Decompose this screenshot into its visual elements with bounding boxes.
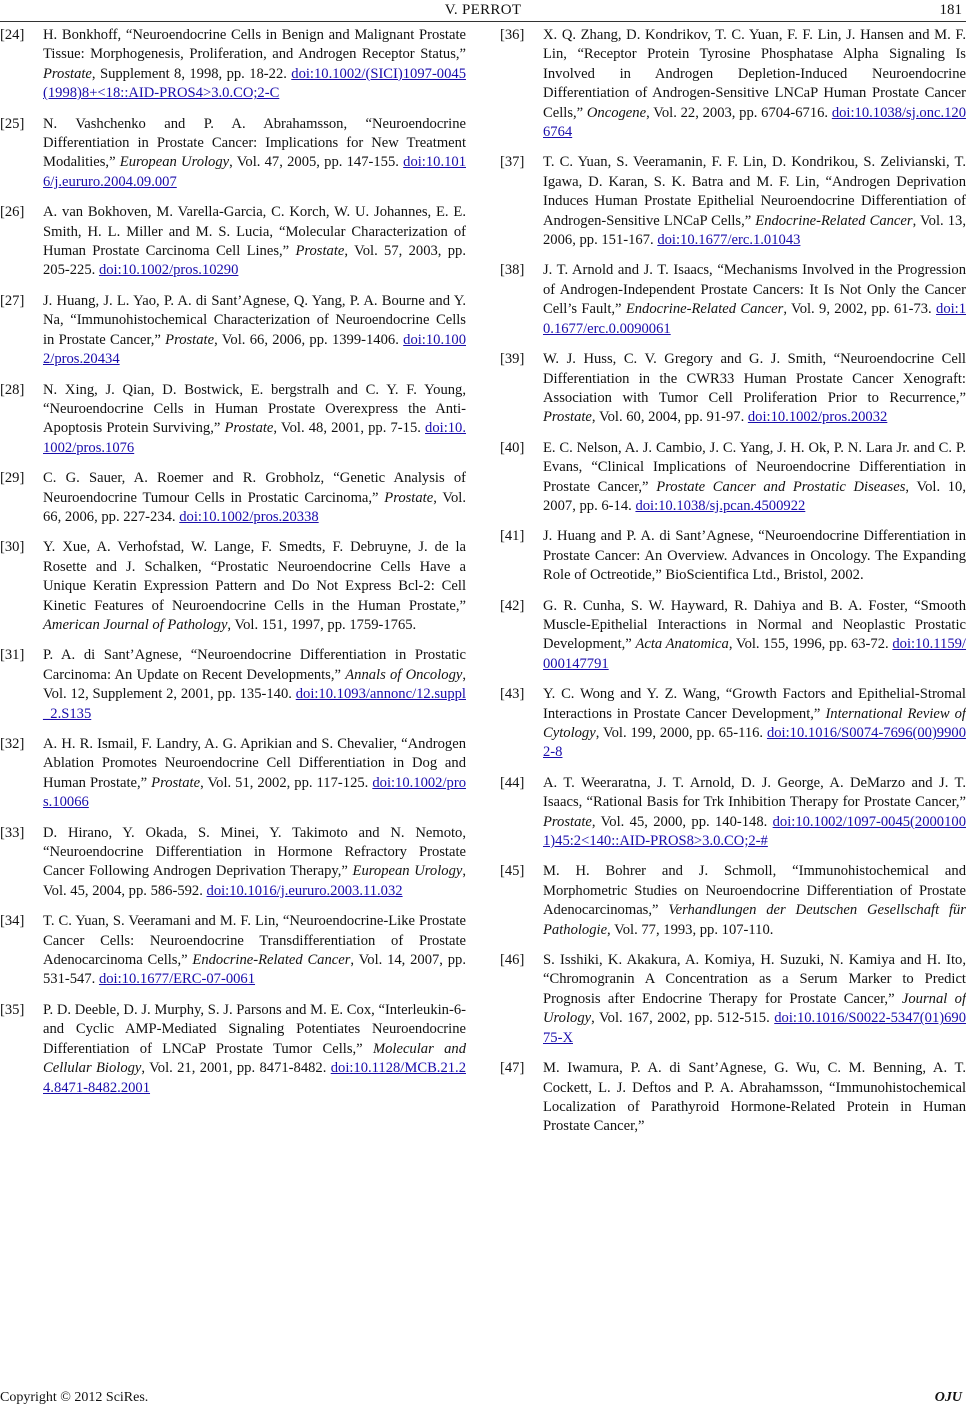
doi-link[interactable]: doi:10.1016/j.eururo.2004.09.007 — [43, 154, 466, 190]
citation-text: J. Huang, J. L. Yao, P. A. di Sant’Agnese, Q. Yang, P. A. Bourne and Y. Na, “Immunohistochemical Characterization of Neuroendocrine Cells in Prostate Cancer,” — [43, 292, 466, 348]
reference-text — [543, 951, 966, 1048]
citation-text: A. van Bokhoven, M. Varella-Garcia, C. Korch, W. U. Johannes, E. E. Smith, H. L. Miller and M. S. Lucia, “Molecular Characterization of Human Prostate Carcinoma Cell Lines,” — [43, 204, 466, 260]
reference-number: [42] — [500, 597, 525, 614]
reference-entry — [0, 469, 466, 527]
journal-title: Journal of Urology — [543, 990, 966, 1027]
reference-entry — [500, 685, 966, 763]
reference-number: [44] — [500, 774, 525, 791]
doi-link[interactable]: doi:10.1159/000147791 — [543, 636, 966, 672]
citation-text: D. Hirano, Y. Okada, S. Minei, Y. Takimoto and N. Nemoto, “Neuroendocrine Differentiation in Hormone Refractory Prostate Cancer Following Androgen Deprivation Therapy,” — [43, 824, 466, 880]
reference-number: [31] — [0, 647, 25, 664]
reference-text — [543, 685, 966, 763]
reference-text — [43, 538, 466, 635]
reference-number: [38] — [500, 262, 525, 279]
journal-title: Annals of Oncology — [345, 666, 463, 683]
reference-text — [43, 1001, 466, 1098]
journal-title: Acta Anatomica — [635, 636, 729, 653]
citation-text: , Vol. 57, 2003, pp. 205-225. — [43, 243, 466, 279]
citation-text: Y. Xue, A. Verhofstad, W. Lange, F. Smedts, F. Debruyne, J. de la Rosette and J. Schalken, “Prostatic Neuroendocrine Cells Have a Unique Keratin Expression Pattern and Do Not Express Bcl-2: Cell Kinetic Features of Neuroendocrine Cells in the Human Prostate,” — [43, 539, 466, 614]
citation-text: C. G. Sauer, A. Roemer and R. Grobholz, “Genetic Analysis of Neuroendocrine Tumour Cells in Prostatic Carcinoma,” — [43, 470, 466, 506]
journal-title: American Journal of Pathology — [43, 616, 228, 633]
page-number: 181 — [939, 2, 962, 18]
citation-text: W. J. Huss, C. V. Gregory and G. J. Smith, “Neuroendocrine Cell Differentiation in the CWR33 Human Prostate Cancer Xenograft: Association with Tumor Cell Proliferation Prior to Recurrence,” — [543, 351, 966, 406]
reference-entry — [0, 824, 466, 902]
reference-number: [28] — [0, 381, 25, 398]
reference-number: [24] — [0, 27, 25, 43]
reference-number: [40] — [500, 439, 525, 456]
journal-title: Prostate Cancer and Prostatic Diseases — [656, 478, 906, 495]
reference-text — [543, 153, 966, 250]
doi-link[interactable]: doi:10.1002/pros.10066 — [43, 774, 466, 811]
journal-title: Molecular and Cellular Biology — [43, 1040, 466, 1077]
page-header — [0, 0, 966, 22]
citation-text: J. T. Arnold and J. T. Isaacs, “Mechanisms Involved in the Progression of Androgen-Independent Prostate Cancers: It Is Not Only the Cancer Cell’s Fault,” — [543, 262, 966, 318]
doi-link[interactable]: doi:10.1016/S0074-7696(00)99002-8 — [543, 725, 966, 761]
citation-text: , Vol. 13, 2006, pp. 151-167. — [543, 212, 966, 249]
doi-link[interactable]: doi:10.1038/sj.pcan.4500922 — [635, 497, 806, 514]
reference-text — [543, 26, 966, 142]
doi-link[interactable]: doi:10.1002/pros.20032 — [747, 409, 888, 426]
citation-text: , Vol. 66, 2006, pp. 227-234. — [43, 489, 466, 525]
citation-text: , Vol. 10, 2007, pp. 6-14. — [543, 478, 966, 514]
reference-number: [41] — [500, 528, 525, 545]
citation-text: , Vol. 12, Supplement 2, 2001, pp. 135-140. — [43, 666, 466, 703]
journal-title: Prostate — [165, 331, 215, 348]
citation-text: , Vol. 77, 1993, pp. 107-110. — [607, 921, 774, 938]
reference-entry — [0, 115, 466, 193]
citation-text: N. Vashchenko and P. A. Abrahamsson, “Neuroendocrine Differentiation in Prostate Cancer: Implications for New Treatment Modalities,” — [43, 115, 466, 171]
reference-entry — [500, 774, 966, 852]
reference-text — [43, 912, 466, 990]
reference-column-left — [0, 26, 466, 1109]
reference-entry — [500, 1059, 966, 1137]
reference-text — [543, 527, 966, 585]
citation-text: G. R. Cunha, S. W. Hayward, R. Dahiya and B. A. Foster, “Smooth Muscle-Epithelial Interactions in Normal and Neoplastic Prostatic Development,” — [543, 597, 966, 653]
citation-text: M. H. Bohrer and J. Schmoll, “Immunohistochemical and Morphometric Studies on Neuroendocrine Differentiation of Prostate Adenocarcinomas,” — [543, 863, 966, 919]
citation-text: , Vol. 60, 2004, pp. 91-97. — [591, 409, 748, 426]
reference-entry — [500, 862, 966, 940]
citation-text: A. T. Weeraratna, J. T. Arnold, D. J. George, A. DeMarzo and J. T. Isaacs, “Rational Basis for Trk Inhibition Therapy for Prostate Cancer,” — [543, 774, 966, 811]
citation-text: , Vol. 199, 2000, pp. 65-116. — [595, 725, 767, 741]
citation-text: , Vol. 151, 1997, pp. 1759-1765. — [227, 616, 417, 633]
reference-text — [43, 646, 466, 724]
reference-entry — [500, 597, 966, 675]
citation-text: , Vol. 66, 2006, pp. 1399-1406. — [214, 331, 404, 348]
doi-link[interactable]: doi:10.1002/pros.20434 — [43, 331, 466, 368]
reference-entry — [500, 26, 966, 142]
reference-text — [543, 261, 966, 339]
reference-number: [29] — [0, 470, 25, 487]
citation-text: E. C. Nelson, A. J. Cambio, J. C. Yang, J. H. Ok, P. N. Lara Jr. and C. P. Evans, “Clinical Implications of Neuroendocrine Differentiation in Prostate Cancer,” — [543, 439, 966, 495]
doi-link[interactable]: doi:10.1128/MCB.21.24.8471-8482.2001 — [43, 1060, 466, 1096]
reference-entry — [0, 646, 466, 724]
journal-title: Verhandlungen der Deutschen Gesellschaft für Pathologie — [543, 902, 966, 938]
reference-number: [25] — [0, 115, 25, 132]
reference-text — [543, 597, 966, 675]
reference-text — [43, 469, 466, 527]
reference-entry — [500, 261, 966, 339]
journal-title: Prostate — [43, 65, 92, 82]
doi-link[interactable]: doi:10.1093/annonc/12.suppl_2.S135 — [43, 686, 466, 722]
journal-title: Prostate — [543, 813, 592, 830]
citation-text: , Vol. 45, 2004, pp. 586-592. — [43, 863, 466, 899]
citation-text: , Vol. 21, 2001, pp. 8471-8482. — [141, 1060, 331, 1077]
journal-abbreviation: OJU — [934, 1390, 962, 1405]
journal-title: Endocrine-Related Cancer — [192, 952, 351, 969]
reference-entry — [0, 26, 466, 104]
reference-column-right — [500, 26, 966, 1148]
reference-entry — [0, 1001, 466, 1098]
citation-text: Y. C. Wong and Y. Z. Wang, “Growth Factors and Epithelial-Stromal Interactions in Prostate Cancer Development,” — [543, 686, 966, 722]
reference-number: [36] — [500, 27, 525, 43]
reference-number: [39] — [500, 351, 525, 368]
reference-text — [543, 1059, 966, 1137]
journal-title: Oncogene — [586, 104, 647, 121]
citation-text: A. H. R. Ismail, F. Landry, A. G. Aprikian and S. Chevalier, “Androgen Ablation Promotes Neuroendocrine Cell Differentiation in Dog and Human Prostate,” — [43, 736, 466, 791]
reference-entry — [500, 153, 966, 250]
citation-text: , Vol. 48, 2001, pp. 7-15. — [273, 420, 426, 437]
citation-text: , Vol. 22, 2003, pp. 6704-6716. — [646, 104, 832, 121]
reference-number: [43] — [500, 686, 525, 703]
citation-text: X. Q. Zhang, D. Kondrikov, T. C. Yuan, F. F. Lin, J. Hansen and M. F. Lin, “Receptor Protein Tyrosine Phosphatase Alpha Signaling Is Involved in Androgen Depletion-Induced Neuroendocrine Differentiation of Androgen-Sensitive LNCaP Human Prostate Cancer Cells,” — [543, 27, 966, 121]
reference-entry — [0, 735, 466, 813]
journal-title: Prostate — [224, 420, 274, 437]
journal-title: Prostate — [151, 774, 201, 791]
reference-text — [43, 26, 466, 104]
reference-number: [27] — [0, 292, 25, 309]
reference-text — [543, 350, 966, 428]
citation-text: T. C. Yuan, S. Veeramani and M. F. Lin, “Neuroendocrine-Like Prostate Cancer Cells: Neuroendocrine Transdifferentiation of Prostate Adenocarcinoma Cells,” — [43, 913, 466, 969]
reference-entry — [500, 951, 966, 1048]
reference-number: [45] — [500, 863, 525, 880]
reference-number: [30] — [0, 539, 25, 556]
reference-text — [43, 735, 466, 813]
doi-link[interactable]: doi:10.1002/pros.20338 — [179, 508, 319, 525]
reference-entry — [500, 439, 966, 517]
reference-number: [33] — [0, 824, 25, 841]
reference-text — [43, 115, 466, 193]
doi-link[interactable]: doi:10.1677/erc.1.01043 — [657, 232, 801, 249]
doi-link[interactable]: doi:10.1016/S0022-5347(01)69075-X — [543, 1010, 966, 1046]
reference-entry — [500, 350, 966, 428]
reference-entry — [500, 527, 966, 585]
doi-link[interactable]: doi:10.1002/pros.1076 — [43, 420, 466, 456]
citation-text: S. Isshiki, K. Akakura, A. Komiya, H. Suzuki, N. Kamiya and H. Ito, “Chromogranin A Concentration as a Serum Marker to Predict Prognosis after Endocrine Therapy for Prostate Cancer,” — [543, 952, 966, 1007]
reference-number: [37] — [500, 154, 525, 171]
citation-text: , Vol. 167, 2002, pp. 512-515. — [591, 1010, 775, 1027]
copyright-notice: Copyright © 2012 SciRes. — [0, 1390, 149, 1405]
reference-entry — [0, 381, 466, 459]
citation-text: T. C. Yuan, S. Veeramanin, F. F. Lin, D. Kondrikou, S. Zelivianski, T. Igawa, D. Karan, S. K. Batra and M. F. Lin, “Androgen Deprivation Induces Human Prostate Epithelial Neuroendocrine Differentiation of Androgen-Sensitive LNCaP Cells,” — [543, 154, 966, 229]
reference-number: [35] — [0, 1001, 25, 1018]
reference-entry — [0, 203, 466, 281]
journal-title: European Urology — [119, 154, 230, 171]
citation-text: N. Xing, J. Qian, D. Bostwick, E. bergstralh and C. Y. F. Young, “Neuroendocrine Cells in Human Prostate Overexpress the Anti-Apoptosis Protein Surviving,” — [43, 381, 466, 437]
reference-text — [543, 862, 966, 940]
reference-entry — [0, 292, 466, 370]
citation-text: , Supplement 8, 1998, pp. 18-22. — [91, 65, 292, 82]
reference-number: [34] — [0, 913, 25, 930]
citation-text: H. Bonkhoff, “Neuroendocrine Cells in Benign and Malignant Prostate Tissue: Morphogenesis, Proliferation, and Androgen Receptor Status,” — [43, 27, 466, 63]
header-divider — [0, 21, 966, 22]
running-head-author: V. PERROT — [444, 2, 522, 18]
citation-text: M. Iwamura, P. A. di Sant’Agnese, G. Wu, C. M. Benning, A. T. Cockett, L. J. Deftos and P. A. Abrahamsson, “Immunohistochemical Localization of Parathyroid Hormone-Related Protein in Human Prostate Cancer,” — [543, 1060, 966, 1135]
citation-text: , Vol. 47, 2005, pp. 147-155. — [229, 154, 404, 171]
citation-text: P. D. Deeble, D. J. Murphy, S. J. Parsons and M. E. Cox, “Interleukin-6- and Cyclic AMP-Mediated Signaling Potentiates Neuroendocrine Differentiation of LNCaP Prostate Tumor Cells,” — [43, 1001, 466, 1057]
reference-text — [543, 774, 966, 852]
reference-text — [43, 381, 466, 459]
reference-entry — [0, 912, 466, 990]
citation-text: J. Huang and P. A. di Sant’Agnese, “Neuroendocrine Differentiation in Prostate Cancer: An Overview. Advances in Oncology. The Expanding Role of Octreotide,” BioScientifica Ltd., Bristol, 2002. — [543, 528, 966, 584]
doi-link[interactable]: doi:10.1677/erc.0.0090061 — [543, 301, 966, 337]
reference-text — [543, 439, 966, 517]
doi-link[interactable]: doi:10.1677/ERC-07-0061 — [98, 971, 256, 988]
citation-text: P. A. di Sant’Agnese, “Neuroendocrine Differentiation in Prostatic Carcinoma: An Update on Recent Developments,” — [43, 647, 466, 683]
journal-title: Prostate — [384, 489, 434, 506]
citation-text: , Vol. 155, 1996, pp. 63-72. — [728, 636, 893, 653]
doi-link[interactable]: doi:10.1002/pros.10290 — [98, 262, 239, 279]
reference-number: [26] — [0, 204, 25, 221]
journal-title: European Urology — [352, 863, 463, 880]
reference-entry — [0, 538, 466, 635]
reference-text — [43, 203, 466, 281]
journal-title: Endocrine-Related Cancer — [625, 301, 784, 318]
journal-title: Endocrine-Related Cancer — [755, 212, 913, 229]
reference-number: [46] — [500, 952, 525, 969]
doi-link[interactable]: doi:10.1038/sj.onc.1206764 — [543, 104, 966, 141]
page-footer — [0, 1390, 966, 1414]
doi-link[interactable]: doi:10.1016/j.eururo.2003.11.032 — [206, 882, 403, 899]
citation-text: , Vol. 14, 2007, pp. 531-547. — [43, 952, 466, 988]
doi-link[interactable]: doi:10.1002/(SICI)1097-0045(1998)8+<18::AID-PROS4>3.0.CO;2-C — [43, 65, 466, 102]
citation-text: , Vol. 51, 2002, pp. 117-125. — [200, 774, 373, 791]
journal-title: Prostate — [543, 409, 592, 426]
reference-text — [43, 824, 466, 902]
journal-title: Prostate — [295, 243, 345, 260]
citation-text: , Vol. 45, 2000, pp. 140-148. — [591, 813, 773, 830]
reference-number: [47] — [500, 1060, 525, 1077]
citation-text: , Vol. 9, 2002, pp. 61-73. — [783, 301, 937, 318]
reference-number: [32] — [0, 736, 25, 752]
doi-link[interactable]: doi:10.1002/1097-0045(20001001)45:2<140::AID-PROS8>3.0.CO;2-# — [543, 813, 966, 850]
journal-title: International Review of Cytology — [543, 705, 966, 741]
reference-text — [43, 292, 466, 370]
